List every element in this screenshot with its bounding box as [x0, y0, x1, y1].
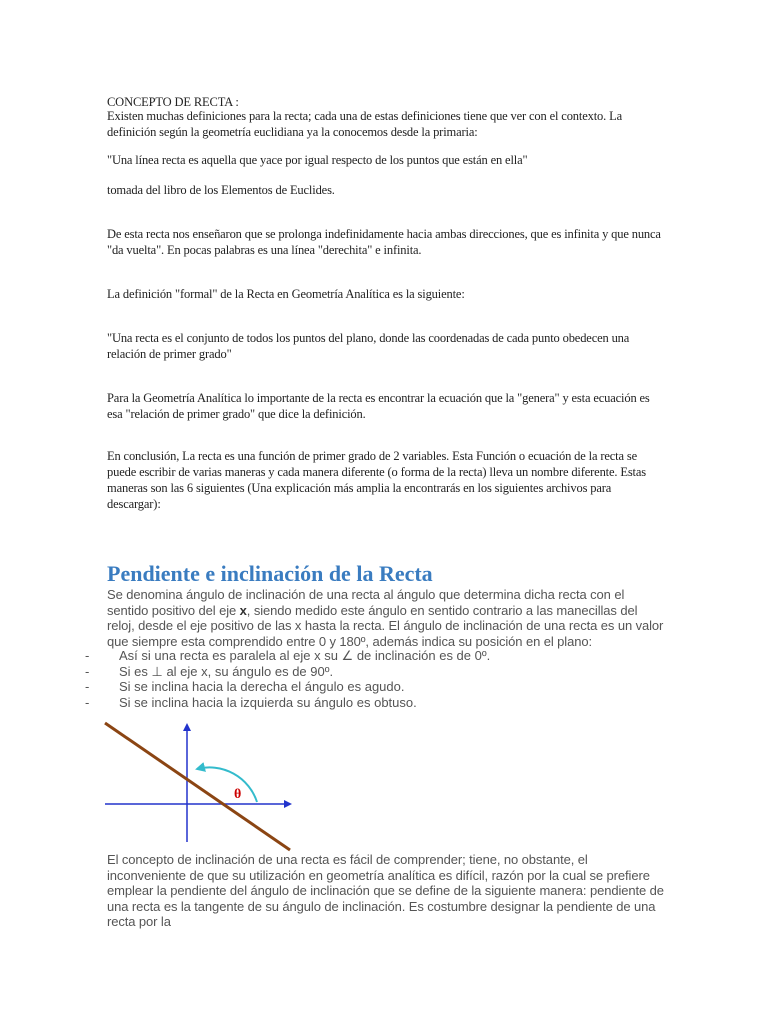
- angle-arc: [197, 767, 257, 802]
- inclination-definition-paragraph: [107, 587, 667, 649]
- slope-paragraph: El concepto de inclinación de una recta es fácil de comprender; tiene, no obstante, el inconveniente de que su utilización en geometría analítica es difícil, razón por la cual se prefiere emplear la pendiente del ángulo de inclinación que se define de la siguiente manera: pendiente de una recta es la tangente de su ángulo de inclinación. Es costumbre designar la pendiente de una recta por la: [107, 852, 664, 929]
- bullet-dash: -: [85, 663, 90, 679]
- formal-definition-intro: La definición "formal" de la Recta en Geometría Analítica es la siguiente:: [107, 287, 465, 301]
- list-item-text: Si es ⊥ al eje x, su ángulo es de 90º.: [119, 663, 334, 679]
- infinite-line-paragraph: De esta recta nos enseñaron que se prolonga indefinidamente hacia ambas direcciones, que es infinita y que nunca "da vuelta". En pocas palabras es una línea "derechita" e infinita.: [107, 227, 661, 257]
- list-item-text: Si se inclina hacia la izquierda su ángulo es obtuso.: [119, 694, 417, 710]
- formal-definition-quote: "Una recta es el conjunto de todos los puntos del plano, donde las coordenadas de cada punto obedecen una relación de primer grado": [107, 331, 630, 361]
- definition-text-start: Se denomina ángulo de inclinación de una recta al ángulo que determina dicha recta con el sentido positivo del eje: [107, 587, 625, 618]
- list-item: [85, 664, 490, 680]
- quote-source: tomada del libro de los Elementos de Euclides.: [107, 183, 335, 197]
- page-title: CONCEPTO DE RECTA :: [107, 95, 239, 109]
- list-item-text: Si se inclina hacia la derecha el ángulo es agudo.: [119, 679, 405, 694]
- list-item-text: Así si una recta es paralela al eje x su ∠ de inclinación es de 0º.: [119, 648, 491, 663]
- list-item: [85, 679, 490, 695]
- conclusion-paragraph: En conclusión, La recta es una función de primer grado de 2 variables. Esta Función o ecuación de la recta se puede escribir de varias maneras y cada manera diferente (o forma de la recta) lleva un nombre diferente. Estas maneras son las 6 siguientes (Una explicación más amplia la encontrarás en los siguientes archivos para descargar):: [107, 449, 646, 511]
- bullet-dash: -: [85, 694, 90, 710]
- list-item: [85, 648, 490, 664]
- euclid-quote: "Una línea recta es aquella que yace por igual respecto de los puntos que están en ella": [107, 153, 528, 167]
- intro-paragraph: Existen muchas definiciones para la recta; cada una de estas definiciones tiene que ver con el contexto. La definición según la geometría euclidiana ya la conocemos desde la primaria:: [107, 109, 622, 139]
- axis-x-bold: x: [239, 602, 247, 618]
- inclination-angle-figure: [100, 720, 300, 855]
- list-item: [85, 695, 490, 711]
- theta-label: θ: [234, 787, 242, 802]
- sloped-line: [105, 723, 290, 850]
- inclination-cases-list: [85, 648, 490, 710]
- bullet-dash: -: [85, 648, 90, 663]
- bullet-dash: -: [85, 679, 90, 694]
- section-heading: Pendiente e inclinación de la Recta: [107, 561, 433, 586]
- definition-text-end: , siendo medido este ángulo en sentido contrario a las manecillas del reloj, desde el eje positivo de las x hasta la recta. El ángulo de inclinación de una recta es un valor que siempre esta comprendido entre 0 y 180º, además indica su posición en el plano:: [107, 602, 664, 649]
- analytic-geometry-paragraph: Para la Geometría Analítica lo importante de la recta es encontrar la ecuación que la "genera" y esta ecuación es esa "relación de primer grado" que dice la definición.: [107, 391, 650, 421]
